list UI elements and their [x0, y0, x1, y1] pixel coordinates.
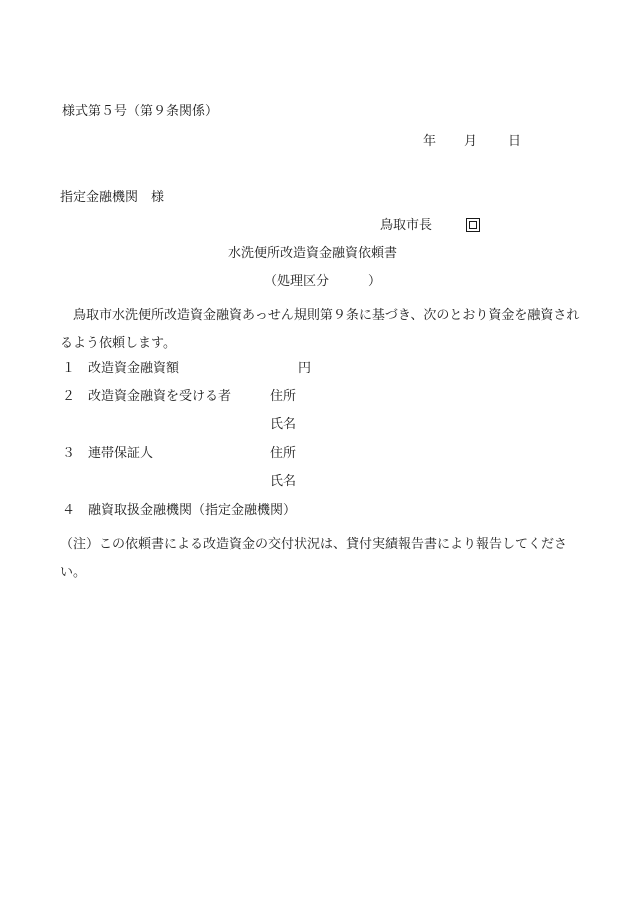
- sender-title: 鳥取市長: [380, 218, 433, 233]
- date-year-label: 年: [423, 134, 437, 149]
- item-2-address-label: 住所: [270, 389, 297, 404]
- item-4-label: 融資取扱金融機関（指定金融機関）: [88, 503, 297, 518]
- addressee: 指定金融機関 様: [60, 190, 165, 205]
- document-title: 水洗便所改造資金融資依頼書: [228, 246, 398, 261]
- request-body: 鳥取市水洗便所改造資金融資あっせん規則第９条に基づき、次のとおり資金を融資されるよう依頼します。: [60, 308, 580, 351]
- item-1-label: 改造資金融資額: [88, 361, 180, 376]
- item-3-number: ３: [62, 446, 76, 461]
- item-3-label: 連帯保証人: [88, 446, 154, 461]
- item-2-label: 改造資金融資を受ける者: [88, 389, 232, 404]
- item-1-unit: 円: [298, 361, 312, 376]
- date-day-label: 日: [508, 134, 522, 149]
- item-2-name-label: 氏名: [270, 417, 297, 432]
- item-4-number: ４: [62, 503, 76, 518]
- processing-category: （処理区分 ）: [264, 274, 382, 289]
- item-3-name-label: 氏名: [270, 474, 297, 489]
- seal-icon: [466, 218, 480, 232]
- item-2-number: ２: [62, 389, 76, 404]
- item-1-number: １: [62, 361, 76, 376]
- form-number: 様式第５号（第９条関係）: [62, 104, 219, 119]
- item-3-address-label: 住所: [270, 446, 297, 461]
- date-month-label: 月: [464, 134, 478, 149]
- note: （注）この依頼書による改造資金の交付状況は、貸付実績報告書により報告してください。: [60, 537, 568, 580]
